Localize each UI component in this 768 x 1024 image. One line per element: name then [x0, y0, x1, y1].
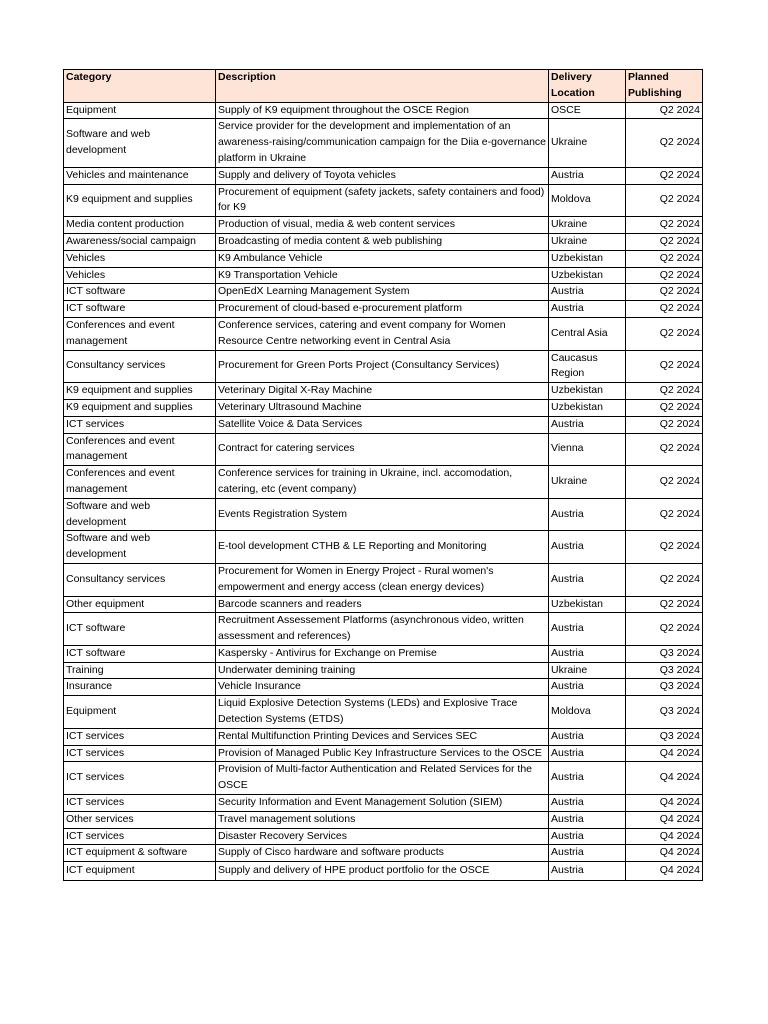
cell-planned-publishing: Q2 2024: [626, 233, 703, 250]
cell-planned-publishing: Q2 2024: [626, 399, 703, 416]
table-row: [64, 563, 703, 596]
cell-description: Security Information and Event Management Solution (SIEM): [216, 795, 549, 812]
cell-category: ICT equipment: [64, 862, 216, 881]
cell-category: Insurance: [64, 679, 216, 696]
cell-description: Provision of Multi-factor Authentication and Related Services for the OSCE: [216, 762, 549, 795]
table-row: [64, 317, 703, 350]
cell-category: Other equipment: [64, 596, 216, 613]
cell-description: Veterinary Digital X-Ray Machine: [216, 383, 549, 400]
cell-planned-publishing: Q2 2024: [626, 217, 703, 234]
cell-description: Procurement for Women in Energy Project - Rural women's empowerment and energy access (clean energy devices): [216, 563, 549, 596]
table-row: [64, 284, 703, 301]
cell-delivery-location: Austria: [549, 498, 626, 531]
table-row: [64, 662, 703, 679]
table-row: [64, 696, 703, 729]
cell-delivery-location: Austria: [549, 845, 626, 862]
cell-description: E-tool development CTHB & LE Reporting and Monitoring: [216, 531, 549, 564]
cell-delivery-location: OSCE: [549, 102, 626, 119]
table-row: [64, 862, 703, 881]
table-row: [64, 596, 703, 613]
cell-category: ICT services: [64, 828, 216, 845]
cell-description: Underwater demining training: [216, 662, 549, 679]
table-row: [64, 645, 703, 662]
cell-delivery-location: Ukraine: [549, 662, 626, 679]
cell-category: ICT software: [64, 301, 216, 318]
cell-category: K9 equipment and supplies: [64, 399, 216, 416]
cell-description: Supply and delivery of HPE product portfolio for the OSCE: [216, 862, 549, 881]
cell-category: ICT services: [64, 728, 216, 745]
cell-planned-publishing: Q3 2024: [626, 696, 703, 729]
table-row: [64, 416, 703, 433]
cell-delivery-location: Ukraine: [549, 466, 626, 499]
table-row: [64, 233, 703, 250]
cell-category: Conferences and event management: [64, 317, 216, 350]
cell-description: Procurement of equipment (safety jackets, safety containers and food) for K9: [216, 184, 549, 217]
cell-category: Software and web development: [64, 119, 216, 167]
table-row: [64, 350, 703, 383]
table-row: [64, 217, 703, 234]
cell-delivery-location: Austria: [549, 745, 626, 762]
cell-description: K9 Ambulance Vehicle: [216, 250, 549, 267]
cell-planned-publishing: Q4 2024: [626, 795, 703, 812]
cell-delivery-location: Central Asia: [549, 317, 626, 350]
cell-delivery-location: Austria: [549, 728, 626, 745]
cell-delivery-location: Uzbekistan: [549, 596, 626, 613]
cell-description: OpenEdX Learning Management System: [216, 284, 549, 301]
procurement-table: [63, 69, 703, 881]
cell-category: Vehicles: [64, 250, 216, 267]
cell-category: Software and web development: [64, 498, 216, 531]
cell-planned-publishing: Q3 2024: [626, 728, 703, 745]
cell-description: Provision of Managed Public Key Infrastructure Services to the OSCE: [216, 745, 549, 762]
cell-category: Media content production: [64, 217, 216, 234]
header-category: Category: [64, 70, 216, 103]
cell-category: Awareness/social campaign: [64, 233, 216, 250]
cell-delivery-location: Austria: [549, 795, 626, 812]
table-row: [64, 498, 703, 531]
cell-delivery-location: Uzbekistan: [549, 250, 626, 267]
cell-delivery-location: Austria: [549, 811, 626, 828]
cell-category: ICT services: [64, 795, 216, 812]
table-row: [64, 811, 703, 828]
table-row: [64, 795, 703, 812]
cell-delivery-location: Ukraine: [549, 119, 626, 167]
cell-planned-publishing: Q2 2024: [626, 466, 703, 499]
table-row: [64, 762, 703, 795]
cell-category: K9 equipment and supplies: [64, 383, 216, 400]
cell-delivery-location: Austria: [549, 828, 626, 845]
cell-planned-publishing: Q2 2024: [626, 383, 703, 400]
table-row: [64, 167, 703, 184]
cell-description: Barcode scanners and readers: [216, 596, 549, 613]
cell-category: Equipment: [64, 696, 216, 729]
cell-category: Consultancy services: [64, 350, 216, 383]
table-row: [64, 728, 703, 745]
cell-description: Satellite Voice & Data Services: [216, 416, 549, 433]
cell-delivery-location: Moldova: [549, 696, 626, 729]
cell-delivery-location: Austria: [549, 645, 626, 662]
cell-description: Conference services for training in Ukraine, incl. accomodation, catering, etc (event company): [216, 466, 549, 499]
table-row: [64, 613, 703, 646]
cell-category: Conferences and event management: [64, 433, 216, 466]
cell-category: Conferences and event management: [64, 466, 216, 499]
header-description: Description: [216, 70, 549, 103]
cell-delivery-location: Ukraine: [549, 217, 626, 234]
cell-category: ICT services: [64, 416, 216, 433]
cell-planned-publishing: Q2 2024: [626, 301, 703, 318]
cell-category: Vehicles: [64, 267, 216, 284]
cell-planned-publishing: Q4 2024: [626, 811, 703, 828]
cell-category: ICT software: [64, 645, 216, 662]
cell-planned-publishing: Q2 2024: [626, 317, 703, 350]
cell-description: Procurement of cloud-based e-procurement platform: [216, 301, 549, 318]
cell-planned-publishing: Q4 2024: [626, 845, 703, 862]
cell-planned-publishing: Q2 2024: [626, 102, 703, 119]
cell-description: Conference services, catering and event company for Women Resource Centre networking event in Central Asia: [216, 317, 549, 350]
cell-description: Travel management solutions: [216, 811, 549, 828]
table-row: [64, 184, 703, 217]
table-row: [64, 466, 703, 499]
cell-category: Software and web development: [64, 531, 216, 564]
cell-planned-publishing: Q2 2024: [626, 284, 703, 301]
cell-category: ICT services: [64, 762, 216, 795]
cell-description: Liquid Explosive Detection Systems (LEDs) and Explosive Trace Detection Systems (ETDS): [216, 696, 549, 729]
cell-planned-publishing: Q2 2024: [626, 184, 703, 217]
cell-delivery-location: Austria: [549, 613, 626, 646]
cell-delivery-location: Moldova: [549, 184, 626, 217]
cell-description: Contract for catering services: [216, 433, 549, 466]
cell-description: Production of visual, media & web content services: [216, 217, 549, 234]
cell-planned-publishing: Q2 2024: [626, 267, 703, 284]
cell-planned-publishing: Q2 2024: [626, 596, 703, 613]
cell-planned-publishing: Q2 2024: [626, 416, 703, 433]
cell-category: ICT equipment & software: [64, 845, 216, 862]
cell-description: Supply of Cisco hardware and software products: [216, 845, 549, 862]
cell-planned-publishing: Q2 2024: [626, 613, 703, 646]
table-body: [64, 102, 703, 881]
cell-planned-publishing: Q4 2024: [626, 828, 703, 845]
cell-delivery-location: Caucasus Region: [549, 350, 626, 383]
cell-planned-publishing: Q2 2024: [626, 119, 703, 167]
table-row: [64, 679, 703, 696]
table-row: [64, 828, 703, 845]
cell-description: Supply and delivery of Toyota vehicles: [216, 167, 549, 184]
table-row: [64, 845, 703, 862]
cell-planned-publishing: Q2 2024: [626, 563, 703, 596]
table-row: [64, 531, 703, 564]
cell-planned-publishing: Q3 2024: [626, 645, 703, 662]
cell-category: Other services: [64, 811, 216, 828]
table-row: [64, 383, 703, 400]
cell-delivery-location: Austria: [549, 284, 626, 301]
cell-category: Equipment: [64, 102, 216, 119]
cell-delivery-location: Uzbekistan: [549, 399, 626, 416]
cell-planned-publishing: Q4 2024: [626, 762, 703, 795]
cell-delivery-location: Austria: [549, 531, 626, 564]
cell-category: ICT services: [64, 745, 216, 762]
cell-planned-publishing: Q3 2024: [626, 679, 703, 696]
table-row: [64, 745, 703, 762]
cell-description: Supply of K9 equipment throughout the OSCE Region: [216, 102, 549, 119]
header-row: [64, 70, 703, 103]
cell-description: Kaspersky - Antivirus for Exchange on Premise: [216, 645, 549, 662]
table-row: [64, 119, 703, 167]
cell-delivery-location: Austria: [549, 862, 626, 881]
cell-delivery-location: Austria: [549, 416, 626, 433]
cell-description: Rental Multifunction Printing Devices and Services SEC: [216, 728, 549, 745]
cell-planned-publishing: Q2 2024: [626, 433, 703, 466]
cell-category: Consultancy services: [64, 563, 216, 596]
cell-description: Veterinary Ultrasound Machine: [216, 399, 549, 416]
cell-planned-publishing: Q4 2024: [626, 745, 703, 762]
cell-description: Disaster Recovery Services: [216, 828, 549, 845]
cell-description: Recruitment Assessement Platforms (asynchronous video, written assessment and references): [216, 613, 549, 646]
cell-planned-publishing: Q2 2024: [626, 167, 703, 184]
table-row: [64, 267, 703, 284]
cell-delivery-location: Austria: [549, 679, 626, 696]
header-planned-publishing: Planned Publishing: [626, 70, 703, 103]
cell-category: ICT software: [64, 613, 216, 646]
cell-description: Events Registration System: [216, 498, 549, 531]
cell-description: Vehicle Insurance: [216, 679, 549, 696]
cell-delivery-location: Vienna: [549, 433, 626, 466]
cell-planned-publishing: Q2 2024: [626, 498, 703, 531]
cell-delivery-location: Austria: [549, 762, 626, 795]
cell-planned-publishing: Q2 2024: [626, 250, 703, 267]
cell-description: K9 Transportation Vehicle: [216, 267, 549, 284]
cell-category: K9 equipment and supplies: [64, 184, 216, 217]
cell-category: ICT software: [64, 284, 216, 301]
cell-delivery-location: Austria: [549, 301, 626, 318]
cell-description: Service provider for the development and implementation of an awareness-raising/communication campaign for the Diia e-governance platform in Ukraine: [216, 119, 549, 167]
cell-delivery-location: Ukraine: [549, 233, 626, 250]
cell-planned-publishing: Q4 2024: [626, 862, 703, 881]
cell-planned-publishing: Q2 2024: [626, 531, 703, 564]
cell-delivery-location: Austria: [549, 167, 626, 184]
table-row: [64, 399, 703, 416]
cell-delivery-location: Uzbekistan: [549, 383, 626, 400]
table-row: [64, 102, 703, 119]
header-delivery-location: Delivery Location: [549, 70, 626, 103]
cell-description: Procurement for Green Ports Project (Consultancy Services): [216, 350, 549, 383]
table-row: [64, 433, 703, 466]
cell-delivery-location: Austria: [549, 563, 626, 596]
cell-delivery-location: Uzbekistan: [549, 267, 626, 284]
cell-planned-publishing: Q3 2024: [626, 662, 703, 679]
cell-description: Broadcasting of media content & web publishing: [216, 233, 549, 250]
table-row: [64, 301, 703, 318]
cell-category: Vehicles and maintenance: [64, 167, 216, 184]
cell-category: Training: [64, 662, 216, 679]
cell-planned-publishing: Q2 2024: [626, 350, 703, 383]
table-row: [64, 250, 703, 267]
